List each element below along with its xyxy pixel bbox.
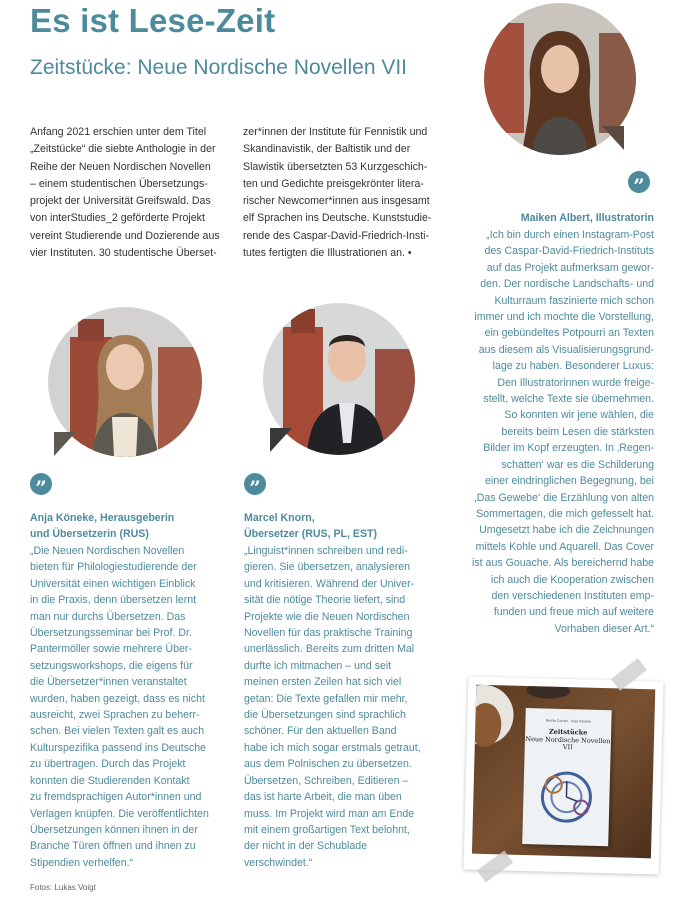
- text-line: vier Instituten. 30 studentische Überset-: [30, 247, 217, 260]
- maiken-quote: [440, 227, 654, 637]
- quote-line: den verschiedenen Instituten emp-: [491, 589, 654, 602]
- text-line: zer*innen der Institute für Fennistik und: [243, 126, 428, 138]
- text-line: von interStudies_2 geförderte Projekt: [30, 212, 205, 225]
- speech-bubble-tail: [602, 126, 624, 150]
- quote-line: schöner. Für den aktuellen Band: [244, 725, 397, 738]
- quote-line: ‚Das Gewebe‘ die Erzählung von alten: [474, 491, 654, 504]
- text-line: rischer Newcomer*innen aus insgesamt: [243, 195, 430, 208]
- book-title-line: Neue Nordische Novellen VII: [525, 734, 611, 752]
- marcel-quote: [244, 543, 444, 871]
- quote-line: die Übersetzungen sind sprachlich: [244, 709, 406, 722]
- intro-column-2: [243, 124, 443, 262]
- quote-line: setzungsworkshops, die eigens für: [30, 659, 193, 672]
- quote-line: man nur durchs Übersetzen. Das: [30, 610, 186, 623]
- name-line: Marcel Knorn,: [244, 512, 315, 524]
- maiken-name: [440, 211, 654, 227]
- quote-line: Projekte wie die Neuen Nordischen: [244, 610, 410, 623]
- quote-line: Kulturspezifika passend ins Deutsche: [30, 741, 207, 754]
- quote-icon: ”: [244, 473, 266, 495]
- quote-line: auf das Projekt aufmerksam gewor-: [486, 261, 654, 274]
- quote-line: ausreicht, zwei Sprachen zu beherr-: [30, 709, 200, 722]
- quote-line: zu fremdsprachigen Autor*innen und: [30, 791, 202, 804]
- quote-line: unerlässlich. Bereits zum dritten Mal: [244, 643, 415, 656]
- quote-line: Übersetzen, Schreiben, Editieren –: [244, 774, 409, 787]
- quote-line: konnten die Studierenden Kontakt: [30, 774, 190, 787]
- name-line: und Übersetzerin (RUS): [30, 527, 149, 540]
- text-line: – einem studentischen Übersetzungs-: [30, 177, 208, 190]
- quote-line: Stipendien verhelfen.“: [30, 856, 134, 869]
- quote-line: bieten für Philologiestudierende der: [30, 561, 197, 574]
- quote-line: Pantermöller sowie mehrere Über-: [30, 643, 192, 656]
- quote-line: Übersetzungen können ihnen in der: [30, 823, 198, 836]
- name-line: Anja Köneke, Herausgeberin: [30, 512, 175, 524]
- speech-bubble-tail: [54, 432, 76, 456]
- photo-credit: Fotos: Lukas Voigt: [30, 883, 96, 892]
- text-line: ten und Gedichte preisgekrönter litera-: [243, 177, 424, 190]
- quote-line: Branche Türen öffnen und ihnen zu: [30, 840, 196, 853]
- quote-line: zu übertragen. Durch das Projekt: [30, 758, 186, 771]
- quote-line: schatten‘ war es die Schilderung: [501, 458, 654, 471]
- quote-line: verschwindet.“: [244, 856, 313, 869]
- quote-line: „Ich bin durch einen Instagram-Post: [486, 229, 654, 241]
- text-line: Reihe der Neuen Nordischen Novellen: [30, 160, 211, 173]
- quote-line: die Übersetzer*innen veranstaltet: [30, 676, 187, 689]
- quote-line: Novellen für das praktische Training: [244, 627, 413, 640]
- quote-line: den. Der nordische Landschafts- und: [480, 278, 654, 291]
- quote-line: So konnten wir jene wählen, die: [504, 409, 654, 422]
- quote-line: Kulturraum faszinierte mich schon: [494, 294, 654, 307]
- quote-line: immer und ich mochte die Vorstellung,: [474, 311, 654, 324]
- text-line: „Zeitstücke“ die siebte Anthologie in der: [30, 143, 216, 156]
- quote-line: mit einem großartigen Text belohnt,: [244, 823, 410, 836]
- quote-line: das ist harte Arbeit, die man üben: [244, 791, 402, 804]
- quote-line: Verlagen knüpfen. Die veröffentlichten: [30, 807, 209, 820]
- text-line: rende des Caspar-David-Friedrich-Insti-: [243, 229, 430, 242]
- quote-line: ist aus Gouache. Als bereichernd habe: [472, 557, 654, 570]
- quote-line: bereits beim Lesen die stärksten: [501, 425, 654, 438]
- anja-name: [30, 511, 230, 542]
- quote-line: „Linguist*innen schreiben und redi-: [244, 545, 408, 557]
- quote-line: getan: Die Texte gefallen mir mehr,: [244, 692, 408, 705]
- quote-line: gieren. Sie übersetzen, analysieren: [244, 561, 411, 574]
- quote-line: ein gebündeltes Potpourri an Texten: [484, 327, 654, 340]
- quote-line: des Caspar-David-Friedrich-Instituts: [484, 245, 654, 258]
- name-line: Übersetzer (RUS, PL, EST): [244, 527, 378, 540]
- quote-line: stellt, welche Texte sie übernehmen.: [483, 393, 654, 406]
- page-title: Es ist Lese-Zeit: [30, 2, 276, 39]
- quote-line: Sommertagen, die mich gefesselt hat.: [476, 507, 654, 520]
- text-line: tutes fertigten die Illustrationen an. •: [243, 247, 412, 260]
- book-photo: [464, 676, 664, 874]
- quote-line: und kritisieren. Während der Univer-: [244, 577, 415, 590]
- quote-line: Umgesetzt habe ich die Zeichnungen: [479, 524, 654, 537]
- quote-line: der nicht in der Schublade: [244, 840, 368, 853]
- book-title-line: Zeitstücke: [548, 727, 588, 737]
- quote-line: einer eindringlichen Begegnung, bei: [484, 475, 654, 488]
- anja-quote: [30, 543, 230, 871]
- quote-line: lage zu haben. Besonderer Luxus:: [492, 360, 654, 373]
- text-line: elf Sprachen ins Deutsche. Kunststudie-: [243, 212, 432, 225]
- quote-icon: ”: [30, 473, 52, 495]
- quote-line: aus diesem als Visualisierungsgrund-: [478, 343, 654, 356]
- book-photo-image: [472, 685, 655, 859]
- quote-line: durfte ich mitmachen – und seit: [244, 659, 392, 672]
- quote-line: wurden, haben gezeigt, dass es nicht: [30, 692, 205, 705]
- quote-line: „Die Neuen Nordischen Novellen: [30, 545, 185, 557]
- quote-line: aus dem Polnischen zu übersetzen.: [244, 758, 412, 771]
- text-line: Anfang 2021 erschien unter dem Titel: [30, 126, 207, 138]
- quote-line: sität die nötige Theorie liefert, sind: [244, 594, 406, 607]
- marcel-name: [244, 511, 444, 542]
- book-cover: [522, 708, 612, 846]
- quote-line: mittels Kohle und Aquarell. Das Cover: [475, 540, 654, 553]
- quote-line: in die Praxis, denn übersetzen lernt: [30, 594, 197, 607]
- quote-line: funden und freue mich auf weitere: [493, 606, 654, 619]
- intro-column-1: [30, 124, 226, 262]
- quote-line: muss. Im Projekt wird man am Ende: [244, 807, 415, 820]
- book-author: Benita Cordes · Anja Köneke: [545, 718, 591, 724]
- quote-line: Universität einen wichtigen Einblick: [30, 577, 196, 590]
- quote-line: habe ich mich sogar erstmals getraut,: [244, 741, 421, 754]
- page-subtitle: Zeitstücke: Neue Nordische Novellen VII: [30, 56, 408, 79]
- quote-line: Bilder im Kopf erzeugten. In ‚Regen-: [483, 442, 654, 455]
- text-line: projekt der Universität Greifswald. Das: [30, 195, 211, 208]
- name-line: Maiken Albert, Illustratorin: [520, 212, 654, 224]
- text-line: Skandinavistik, der Baltistik und der: [243, 143, 411, 156]
- quote-line: schen. Bei vielen Texten galt es auch: [30, 725, 205, 738]
- quote-icon: ”: [628, 171, 650, 193]
- text-line: vereint Studierende und Dozierende aus: [30, 229, 220, 242]
- quote-line: Übersetzungsseminar bei Prof. Dr.: [30, 627, 192, 640]
- speech-bubble-tail: [270, 428, 292, 452]
- quote-line: Vorhaben dieser Art.“: [554, 622, 654, 635]
- text-line: Slawistik übersetzten 53 Kurzgeschich-: [243, 160, 428, 173]
- quote-line: meinen ersten Zeilen hat sich viel: [244, 676, 402, 689]
- quote-line: Den Illustratorinnen wurde freige-: [497, 376, 654, 389]
- quote-line: ich auch die Kooperation zwischen: [490, 573, 654, 586]
